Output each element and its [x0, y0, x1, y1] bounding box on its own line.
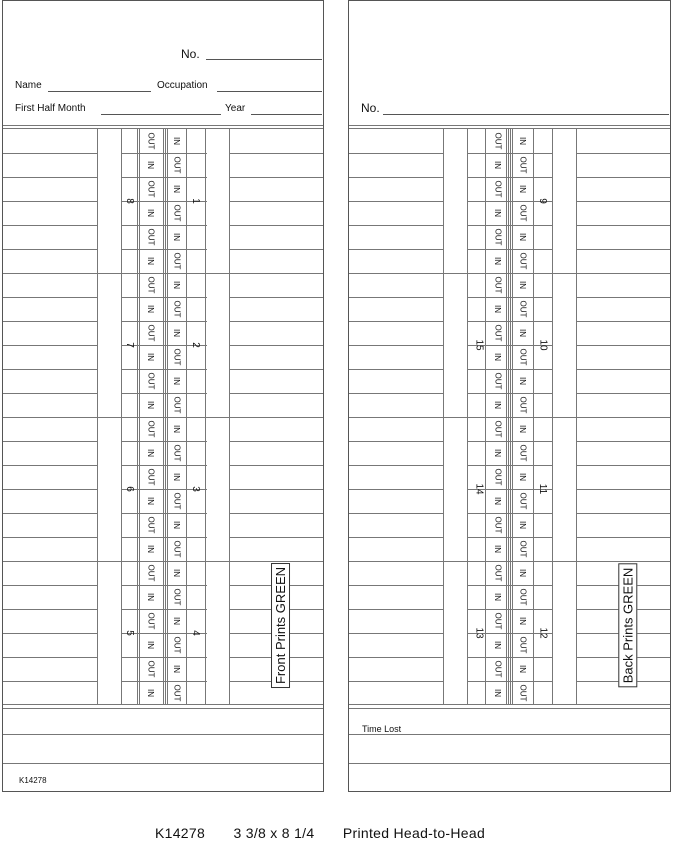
punch-label: IN: [493, 161, 502, 169]
back-side-label: Back Prints GREEN: [618, 564, 637, 688]
column-line: [186, 129, 187, 705]
day-number: 2: [189, 342, 201, 348]
day-number: 3: [189, 486, 201, 492]
punch-label: OUT: [171, 396, 181, 414]
ruled-line: [3, 441, 97, 442]
punch-label: IN: [518, 281, 527, 289]
ruled-line: [349, 249, 443, 250]
ruled-line: [349, 393, 443, 394]
punch-label: OUT: [492, 612, 502, 630]
punch-label: OUT: [517, 684, 527, 702]
punch-line: [121, 369, 207, 370]
column-line: [510, 129, 511, 705]
column-line: [443, 129, 444, 705]
punch-label: IN: [146, 161, 155, 169]
punch-label: IN: [493, 497, 502, 505]
ruled-line: [349, 345, 443, 346]
ruled-line: [576, 321, 670, 322]
day-number: 11: [537, 483, 549, 495]
front-total-line: [3, 734, 323, 735]
punch-label: OUT: [145, 660, 155, 678]
column-line: [139, 129, 140, 705]
punch-label: IN: [493, 209, 502, 217]
front-grid: [3, 129, 323, 705]
ruled-line: [576, 201, 670, 202]
column-line: [205, 129, 206, 705]
occupation-label: Occupation: [157, 80, 208, 91]
day-number: 9: [536, 198, 548, 204]
footer: [155, 825, 485, 841]
punch-line: [121, 585, 207, 586]
back-card: [348, 0, 671, 792]
punch-label: IN: [172, 281, 181, 289]
punch-label: OUT: [492, 516, 502, 534]
punch-line: [121, 609, 207, 610]
time-lost-line: [349, 734, 670, 735]
time-lost-line-2: [349, 763, 670, 764]
back-no-label: No.: [361, 101, 380, 115]
ruled-line: [576, 297, 670, 298]
back-no-field[interactable]: [383, 114, 669, 115]
name-field[interactable]: [48, 91, 151, 92]
ruled-line: [349, 657, 443, 658]
punch-label: IN: [518, 185, 527, 193]
ruled-line: [229, 537, 323, 538]
ruled-line: [3, 489, 97, 490]
ruled-line: [3, 609, 97, 610]
back-grid: [349, 129, 670, 705]
ruled-line: [229, 201, 323, 202]
ruled-line: [576, 465, 670, 466]
ruled-line: [576, 441, 670, 442]
period-field[interactable]: [101, 114, 221, 115]
ruled-line: [229, 441, 323, 442]
ruled-line: [3, 537, 97, 538]
punch-label: IN: [146, 545, 155, 553]
punch-label: IN: [172, 521, 181, 529]
punch-label: IN: [146, 689, 155, 697]
ruled-line: [3, 153, 97, 154]
punch-label: IN: [172, 425, 181, 433]
ruled-line: [3, 393, 97, 394]
column-line: [137, 129, 138, 705]
punch-label: IN: [146, 641, 155, 649]
punch-label: IN: [172, 233, 181, 241]
punch-label: OUT: [171, 252, 181, 270]
ruled-line: [349, 201, 443, 202]
punch-label: IN: [493, 689, 502, 697]
ruled-line: [229, 393, 323, 394]
punch-label: IN: [146, 257, 155, 265]
punch-label: IN: [493, 353, 502, 361]
punch-label: OUT: [145, 612, 155, 630]
day-number: 14: [473, 483, 485, 495]
punch-label: IN: [172, 569, 181, 577]
ruled-line: [349, 153, 443, 154]
punch-label: IN: [518, 665, 527, 673]
punch-label: IN: [493, 257, 502, 265]
punch-label: OUT: [517, 492, 527, 510]
punch-label: IN: [172, 617, 181, 625]
punch-label: OUT: [171, 348, 181, 366]
punch-label: OUT: [145, 228, 155, 246]
punch-label: OUT: [492, 324, 502, 342]
punch-label: OUT: [171, 300, 181, 318]
ruled-line: [349, 537, 443, 538]
ruled-line: [349, 321, 443, 322]
ruled-line: [3, 465, 97, 466]
ruled-line: [229, 345, 323, 346]
punch-label: IN: [146, 353, 155, 361]
punch-label: IN: [518, 425, 527, 433]
punch-label: OUT: [517, 252, 527, 270]
name-label: Name: [15, 80, 42, 91]
column-line: [165, 129, 166, 705]
punch-label: OUT: [517, 348, 527, 366]
year-label: Year: [225, 103, 246, 114]
punch-label: IN: [146, 209, 155, 217]
ruled-line: [3, 297, 97, 298]
ruled-line: [576, 177, 670, 178]
day-number: 10: [537, 339, 549, 351]
column-line: [512, 129, 513, 705]
punch-label: IN: [172, 665, 181, 673]
front-code: K14278: [19, 776, 47, 785]
day-number: 15: [473, 339, 485, 351]
punch-label: OUT: [145, 468, 155, 486]
ruled-line: [349, 297, 443, 298]
footer-code: K14278: [155, 825, 206, 841]
punch-label: IN: [172, 185, 181, 193]
punch-label: OUT: [145, 180, 155, 198]
punch-label: IN: [518, 569, 527, 577]
punch-label: IN: [493, 401, 502, 409]
time-lost-label: Time Lost: [362, 724, 402, 734]
ruled-line: [576, 513, 670, 514]
ruled-line: [576, 369, 670, 370]
column-line: [485, 129, 486, 705]
column-line: [467, 129, 468, 705]
punch-line: [121, 393, 207, 394]
ruled-line: [576, 489, 670, 490]
period-label: First Half Month: [15, 103, 86, 114]
ruled-line: [576, 153, 670, 154]
punch-label: OUT: [492, 180, 502, 198]
ruled-line: [3, 681, 97, 682]
ruled-line: [349, 465, 443, 466]
punch-label: IN: [172, 137, 181, 145]
column-line: [121, 129, 122, 705]
punch-label: IN: [518, 329, 527, 337]
front-total-line-2: [3, 763, 323, 764]
punch-label: IN: [172, 377, 181, 385]
punch-label: OUT: [492, 372, 502, 390]
ruled-line: [229, 249, 323, 250]
column-line: [167, 129, 168, 705]
punch-line: [121, 321, 207, 322]
punch-label: OUT: [517, 444, 527, 462]
ruled-line: [229, 489, 323, 490]
punch-label: IN: [518, 617, 527, 625]
punch-label: OUT: [492, 420, 502, 438]
punch-label: OUT: [145, 276, 155, 294]
punch-label: IN: [493, 545, 502, 553]
punch-label: OUT: [145, 372, 155, 390]
day-number: 13: [473, 627, 485, 639]
ruled-line: [349, 441, 443, 442]
day-number: 6: [123, 486, 135, 492]
punch-label: OUT: [517, 396, 527, 414]
ruled-line: [3, 657, 97, 658]
punch-label: IN: [172, 473, 181, 481]
column-line: [508, 129, 509, 705]
day-number: 7: [123, 342, 135, 348]
occupation-field[interactable]: [217, 91, 322, 92]
footer-note: Printed Head-to-Head: [342, 825, 486, 841]
ruled-line: [349, 489, 443, 490]
ruled-line: [3, 345, 97, 346]
punch-label: OUT: [517, 204, 527, 222]
punch-line: [121, 537, 207, 538]
ruled-line: [3, 369, 97, 370]
punch-label: IN: [146, 449, 155, 457]
punch-label: OUT: [171, 156, 181, 174]
punch-line: [121, 441, 207, 442]
ruled-line: [229, 177, 323, 178]
punch-label: OUT: [492, 132, 502, 150]
ruled-line: [349, 225, 443, 226]
punch-label: IN: [146, 305, 155, 313]
punch-label: OUT: [517, 636, 527, 654]
punch-label: OUT: [492, 468, 502, 486]
punch-label: IN: [493, 641, 502, 649]
day-number: 1: [189, 198, 201, 204]
punch-label: OUT: [517, 588, 527, 606]
day-number: 8: [123, 198, 135, 204]
ruled-line: [349, 585, 443, 586]
front-card: [2, 0, 324, 792]
punch-label: OUT: [171, 684, 181, 702]
ruled-line: [229, 369, 323, 370]
ruled-line: [3, 177, 97, 178]
punch-line: [121, 249, 207, 250]
ruled-line: [576, 249, 670, 250]
ruled-line: [349, 177, 443, 178]
ruled-line: [349, 513, 443, 514]
punch-label: IN: [518, 137, 527, 145]
day-number: 12: [537, 627, 549, 639]
ruled-line: [349, 369, 443, 370]
front-no-field[interactable]: [206, 59, 322, 60]
ruled-line: [3, 321, 97, 322]
ruled-line: [229, 513, 323, 514]
punch-label: OUT: [145, 324, 155, 342]
punch-label: IN: [518, 521, 527, 529]
punch-label: IN: [146, 497, 155, 505]
ruled-line: [576, 537, 670, 538]
punch-label: IN: [493, 449, 502, 457]
ruled-line: [229, 297, 323, 298]
punch-label: OUT: [492, 564, 502, 582]
ruled-line: [349, 633, 443, 634]
ruled-line: [576, 393, 670, 394]
ruled-line: [3, 513, 97, 514]
punch-label: OUT: [145, 564, 155, 582]
ruled-line: [3, 249, 97, 250]
punch-label: OUT: [517, 540, 527, 558]
front-no-label: No.: [181, 47, 200, 61]
ruled-line: [576, 225, 670, 226]
column-line: [229, 129, 230, 705]
punch-label: IN: [518, 233, 527, 241]
column-line: [163, 129, 164, 705]
punch-label: OUT: [171, 588, 181, 606]
ruled-line: [229, 153, 323, 154]
punch-label: OUT: [517, 300, 527, 318]
punch-label: OUT: [145, 516, 155, 534]
footer-size: 3 3/8 x 8 1/4: [233, 825, 315, 841]
front-side-label: Front Prints GREEN: [271, 563, 290, 688]
ruled-line: [349, 609, 443, 610]
punch-label: IN: [146, 401, 155, 409]
punch-line: [121, 177, 207, 178]
column-line: [533, 129, 534, 705]
punch-line: [121, 225, 207, 226]
punch-label: OUT: [171, 492, 181, 510]
ruled-line: [3, 201, 97, 202]
punch-label: IN: [518, 473, 527, 481]
ruled-line: [3, 633, 97, 634]
ruled-line: [229, 321, 323, 322]
punch-label: OUT: [171, 636, 181, 654]
ruled-line: [229, 225, 323, 226]
ruled-line: [349, 681, 443, 682]
ruled-line: [229, 465, 323, 466]
ruled-line: [576, 345, 670, 346]
column-line: [552, 129, 553, 705]
punch-label: OUT: [171, 540, 181, 558]
column-line: [97, 129, 98, 705]
ruled-line: [3, 585, 97, 586]
punch-label: OUT: [517, 156, 527, 174]
punch-line: [121, 513, 207, 514]
year-field[interactable]: [251, 114, 322, 115]
ruled-line: [3, 225, 97, 226]
punch-label: IN: [493, 305, 502, 313]
punch-label: IN: [172, 329, 181, 337]
punch-label: OUT: [145, 420, 155, 438]
punch-line: [121, 465, 207, 466]
punch-label: OUT: [492, 276, 502, 294]
column-line: [506, 129, 507, 705]
punch-label: OUT: [171, 444, 181, 462]
punch-line: [121, 657, 207, 658]
punch-line: [121, 681, 207, 682]
day-number: 5: [123, 630, 135, 636]
day-number: 4: [189, 630, 201, 636]
punch-line: [121, 297, 207, 298]
punch-label: OUT: [171, 204, 181, 222]
punch-label: OUT: [492, 228, 502, 246]
punch-line: [121, 153, 207, 154]
punch-label: IN: [518, 377, 527, 385]
punch-label: OUT: [492, 660, 502, 678]
punch-label: IN: [146, 593, 155, 601]
punch-label: OUT: [145, 132, 155, 150]
punch-label: IN: [493, 593, 502, 601]
column-line: [576, 129, 577, 705]
